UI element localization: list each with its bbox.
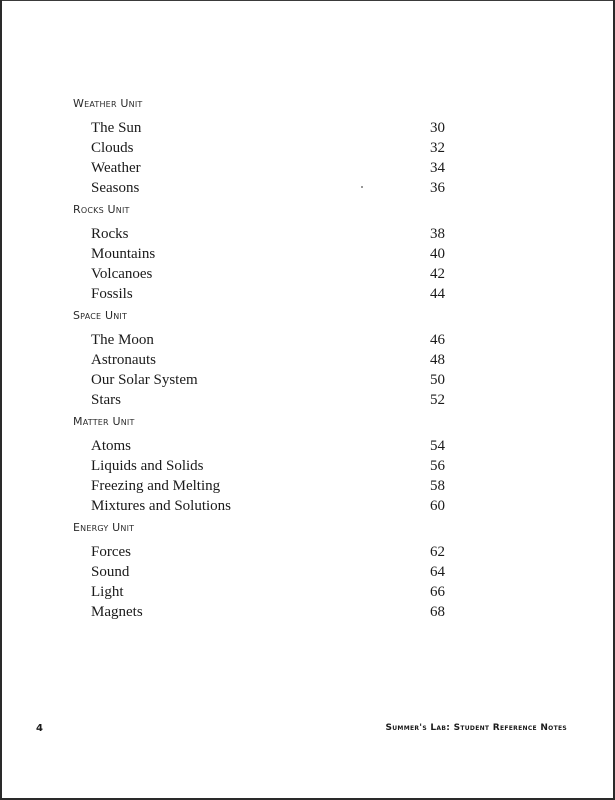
entry-page: 50: [430, 372, 445, 388]
table-of-contents: [73, 92, 445, 622]
toc-entry: [73, 436, 445, 456]
entry-label: Seasons: [91, 180, 140, 196]
entry-label: Clouds: [91, 140, 134, 156]
unit-space: [73, 304, 445, 410]
toc-entry: [73, 118, 445, 138]
entry-page: 54: [430, 438, 445, 454]
unit-title: Weather Unit: [73, 97, 143, 110]
page-number: 4: [36, 722, 43, 734]
entry-page: 56: [430, 458, 445, 474]
toc-entry: [73, 284, 445, 304]
entry-page: 68: [430, 604, 445, 620]
toc-entry: [73, 562, 445, 582]
toc-entry: [73, 330, 445, 350]
toc-entry: [73, 390, 445, 410]
entry-page: 30: [430, 120, 445, 136]
page-border-left: [0, 0, 2, 800]
entry-page: 66: [430, 584, 445, 600]
entry-label: Rocks: [91, 226, 129, 242]
footer-book-title: Summer's Lab: Student Reference Notes: [385, 723, 567, 733]
unit-title: Rocks Unit: [73, 203, 130, 216]
entry-page: 42: [430, 266, 445, 282]
entry-label: Astronauts: [91, 352, 156, 368]
entry-label: Forces: [91, 544, 131, 560]
entry-label: Sound: [91, 564, 130, 580]
entry-page: 46: [430, 332, 445, 348]
unit-title: Energy Unit: [73, 521, 135, 534]
entry-label: Fossils: [91, 286, 133, 302]
entry-page: 52: [430, 392, 445, 408]
toc-entry: [73, 244, 445, 264]
entry-label: Mixtures and Solutions: [91, 498, 232, 514]
entry-page: 44: [430, 286, 445, 302]
entry-label: Weather: [91, 160, 141, 176]
entry-label: Magnets: [91, 604, 143, 620]
entry-page: 36: [430, 180, 445, 196]
entry-page: 58: [430, 478, 445, 494]
toc-entry: [73, 350, 445, 370]
entry-page: 38: [430, 226, 445, 242]
entry-label: Light: [91, 584, 124, 600]
toc-entry: [73, 602, 445, 622]
entry-label: Mountains: [91, 246, 156, 262]
unit-matter: [73, 410, 445, 516]
toc-entry: [73, 264, 445, 284]
entry-page: 64: [430, 564, 445, 580]
entry-page: 60: [430, 498, 445, 514]
toc-entry: [73, 158, 445, 178]
toc-entry: [73, 476, 445, 496]
toc-entry: [73, 496, 445, 516]
entry-label: Atoms: [91, 438, 132, 454]
entry-label: Stars: [91, 392, 121, 408]
unit-rocks: [73, 198, 445, 304]
unit-energy: [73, 516, 445, 622]
toc-entry: [73, 456, 445, 476]
toc-entry: [73, 542, 445, 562]
entry-page: 48: [430, 352, 445, 368]
entry-page: 32: [430, 140, 445, 156]
unit-title: Matter Unit: [73, 415, 135, 428]
entry-label: The Moon: [91, 332, 154, 348]
page-border-top: [0, 0, 615, 1]
toc-entry: [73, 224, 445, 244]
toc-entry: [73, 370, 445, 390]
unit-weather: [73, 92, 445, 198]
entry-label: Liquids and Solids: [91, 458, 204, 474]
page-footer: [36, 719, 567, 737]
entry-page: 62: [430, 544, 445, 560]
entry-label: Volcanoes: [91, 266, 153, 282]
unit-title: Space Unit: [73, 309, 128, 322]
entry-label: Freezing and Melting: [91, 478, 221, 494]
entry-page: 40: [430, 246, 445, 262]
toc-entry: [73, 138, 445, 158]
entry-label: Our Solar System: [91, 372, 198, 388]
entry-page: 34: [430, 160, 445, 176]
entry-label: The Sun: [91, 120, 142, 136]
toc-entry: [73, 582, 445, 602]
toc-entry: [73, 178, 445, 198]
